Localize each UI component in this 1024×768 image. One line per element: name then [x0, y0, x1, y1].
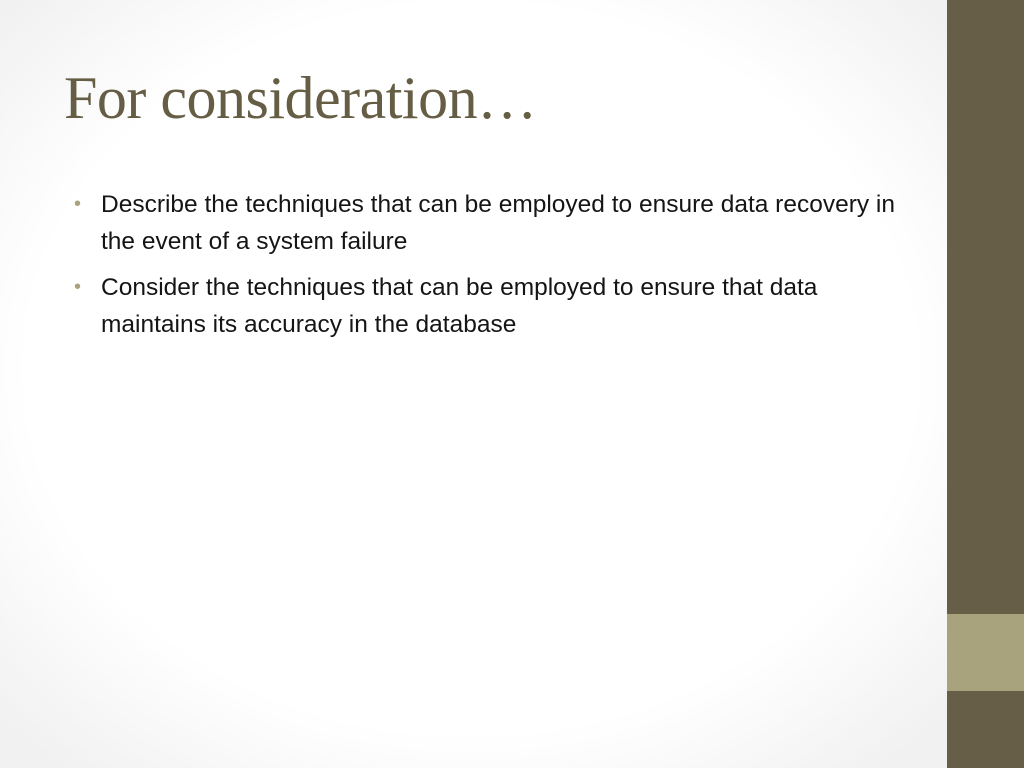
bullet-item [74, 269, 904, 343]
bullet-list [74, 186, 904, 352]
bullet-dot-icon: • [74, 193, 82, 215]
bullet-text: Describe the techniques that can be employed to ensure data recovery in the event of a system failure [101, 191, 896, 255]
bullet-text: Consider the techniques that can be employed to ensure that data maintains its accuracy in the database [101, 274, 818, 338]
slide-title: For consideration… [64, 65, 537, 131]
bullet-dot-icon: • [74, 276, 82, 298]
side-accent-block [947, 614, 1024, 691]
bullet-item [74, 186, 904, 260]
